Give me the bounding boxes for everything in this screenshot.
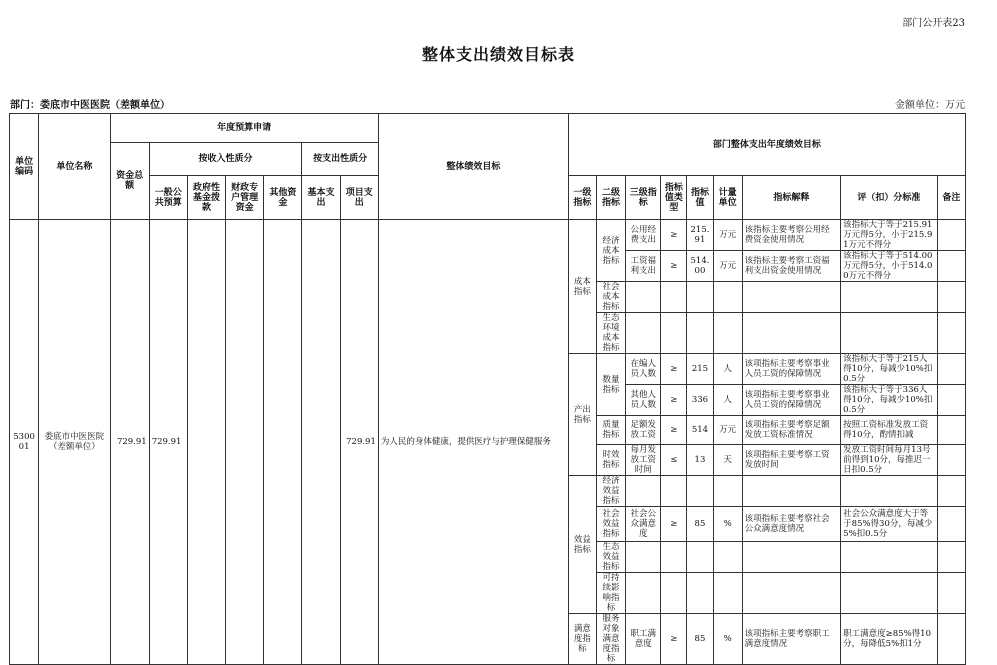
empty-cell — [841, 573, 937, 614]
empty-cell — [626, 313, 661, 354]
table-number: 部门公开表23 — [902, 18, 965, 29]
record-special — [226, 220, 264, 665]
performance-table — [9, 113, 966, 665]
record-goal: 为人民的身体健康，提供医疗与护理保健服务 — [378, 220, 568, 665]
header-other-fund: 其他资金 — [264, 176, 302, 220]
level2-economic-cost: 经济成本指标 — [596, 220, 625, 282]
empty-cell — [937, 313, 965, 354]
empty-cell — [742, 476, 840, 507]
indicator-name: 其他人员人数 — [626, 385, 661, 416]
level1-satisfaction: 满意度指标 — [568, 614, 596, 665]
level2-timeliness: 时效指标 — [596, 445, 625, 476]
indicator-explain: 该项指标主要考察事业人员工资的保障情况 — [742, 385, 840, 416]
empty-cell — [687, 542, 713, 573]
indicator-unit: 万元 — [713, 416, 742, 445]
empty-cell — [713, 573, 742, 614]
empty-cell — [661, 313, 687, 354]
indicator-value: 13 — [687, 445, 713, 476]
indicator-name: 公用经费支出 — [626, 220, 661, 251]
indicator-value: 85 — [687, 507, 713, 542]
header-by-expense: 按支出性质分 — [302, 143, 378, 176]
empty-cell — [937, 282, 965, 313]
level1-output: 产出指标 — [568, 354, 596, 476]
empty-cell — [841, 313, 937, 354]
header-level1: 一级指标 — [568, 176, 596, 220]
indicator-remark — [937, 251, 965, 282]
indicator-scoring: 发放工资时间每月13号前得到10分，每推迟一日扣0.5分 — [841, 445, 937, 476]
indicator-type: ≥ — [661, 220, 687, 251]
empty-cell — [687, 573, 713, 614]
header-project-expense: 项目支出 — [340, 176, 378, 220]
empty-cell — [661, 282, 687, 313]
level1-cost: 成本指标 — [568, 220, 596, 354]
empty-cell — [713, 313, 742, 354]
header-remark: 备注 — [937, 176, 965, 220]
indicator-explain: 该项指标主要考察工资发放时间 — [742, 445, 840, 476]
indicator-type: ≥ — [661, 614, 687, 665]
record-other — [264, 220, 302, 665]
header-dept-goal: 部门整体支出年度绩效目标 — [568, 114, 965, 176]
page-title: 整体支出绩效目标表 — [421, 45, 575, 64]
level2-economic-benefit: 经济效益指标 — [596, 476, 625, 507]
indicator-scoring: 该指标大于等于215人得10分，每减少10%扣0.5分 — [841, 354, 937, 385]
indicator-remark — [937, 354, 965, 385]
indicator-value: 215.91 — [687, 220, 713, 251]
amount-unit-label: 金额单位：万元 — [895, 100, 965, 111]
indicator-type: ≤ — [661, 445, 687, 476]
empty-cell — [742, 282, 840, 313]
level2-social-benefit: 社会效益指标 — [596, 507, 625, 542]
indicator-unit: % — [713, 507, 742, 542]
empty-cell — [841, 542, 937, 573]
empty-cell — [713, 476, 742, 507]
header-level2: 二级指标 — [596, 176, 625, 220]
empty-cell — [626, 476, 661, 507]
empty-cell — [937, 573, 965, 614]
level2-social-cost: 社会成本指标 — [596, 282, 625, 313]
indicator-value: 85 — [687, 614, 713, 665]
department-label: 部门：娄底市中医医院（差额单位） — [10, 100, 170, 111]
indicator-remark — [937, 220, 965, 251]
indicator-name: 社会公众满意度 — [626, 507, 661, 542]
indicator-explain: 该项指标主要考察职工满意度情况 — [742, 614, 840, 665]
header-value: 指标值 — [687, 176, 713, 220]
indicator-unit: 万元 — [713, 251, 742, 282]
empty-cell — [937, 476, 965, 507]
empty-cell — [687, 476, 713, 507]
empty-cell — [626, 573, 661, 614]
indicator-name: 足额发放工资 — [626, 416, 661, 445]
indicator-scoring: 社会公众满意度大于等于85%得30分，每减少5%扣0.5分 — [841, 507, 937, 542]
empty-cell — [742, 573, 840, 614]
indicator-explain: 该项指标主要考察社会公众满意度情况 — [742, 507, 840, 542]
level2-sustainable: 可持续影响指标 — [596, 573, 625, 614]
indicator-unit: 天 — [713, 445, 742, 476]
indicator-explain: 该指标主要考察工资福利支出资金使用情况 — [742, 251, 840, 282]
record-total: 729.91 — [110, 220, 149, 665]
indicator-scoring: 职工满意度≥85%得10分，每降低5%扣1分 — [841, 614, 937, 665]
empty-cell — [937, 542, 965, 573]
indicator-explain: 该指标主要考察公用经费资金使用情况 — [742, 220, 840, 251]
indicator-type: ≥ — [661, 385, 687, 416]
indicator-remark — [937, 385, 965, 416]
indicator-unit: 人 — [713, 354, 742, 385]
header-general-budget: 一般公共预算 — [149, 176, 187, 220]
indicator-unit: % — [713, 614, 742, 665]
empty-cell — [713, 542, 742, 573]
empty-cell — [687, 313, 713, 354]
header-scoring: 评（扣）分标准 — [841, 176, 937, 220]
level2-quantity: 数量指标 — [596, 354, 625, 416]
empty-cell — [661, 573, 687, 614]
indicator-scoring: 该指标大于等于514.00万元得5分，小于514.00万元不得分 — [841, 251, 937, 282]
indicator-value: 336 — [687, 385, 713, 416]
record-name: 娄底市中医医院（差额单位） — [39, 220, 110, 665]
indicator-remark — [937, 614, 965, 665]
header-level3: 三级指标 — [626, 176, 661, 220]
indicator-name: 职工满意度 — [626, 614, 661, 665]
indicator-remark — [937, 445, 965, 476]
level2-eco-cost: 生态环境成本指标 — [596, 313, 625, 354]
record-general: 729.91 — [149, 220, 187, 665]
level1-effect: 效益指标 — [568, 476, 596, 614]
header-by-income: 按收入性质分 — [149, 143, 302, 176]
record-code: 530001 — [10, 220, 39, 665]
empty-cell — [713, 282, 742, 313]
empty-cell — [742, 313, 840, 354]
header-overall-goal: 整体绩效目标 — [378, 114, 568, 220]
header-unit-code: 单位编码 — [10, 114, 39, 220]
header-measure-unit: 计量单位 — [713, 176, 742, 220]
indicator-value: 215 — [687, 354, 713, 385]
record-gov-fund — [187, 220, 225, 665]
level2-eco-benefit: 生态效益指标 — [596, 542, 625, 573]
level2-service-sat: 服务对象满意度指标 — [596, 614, 625, 665]
header-basic-expense: 基本支出 — [302, 176, 340, 220]
indicator-remark — [937, 416, 965, 445]
indicator-explain: 该项指标主要考察足额发放工资标准情况 — [742, 416, 840, 445]
level2-quality: 质量指标 — [596, 416, 625, 445]
indicator-name: 每月发放工资时间 — [626, 445, 661, 476]
indicator-name: 工资福利支出 — [626, 251, 661, 282]
indicator-type: ≥ — [661, 507, 687, 542]
empty-cell — [626, 282, 661, 313]
empty-cell — [841, 476, 937, 507]
empty-cell — [661, 476, 687, 507]
indicator-type: ≥ — [661, 354, 687, 385]
record-basic — [302, 220, 340, 665]
empty-cell — [626, 542, 661, 573]
empty-cell — [661, 542, 687, 573]
header-special-fund: 财政专户管理资金 — [226, 176, 264, 220]
indicator-type: ≥ — [661, 416, 687, 445]
indicator-unit: 人 — [713, 385, 742, 416]
header-gov-fund: 政府性基金拨款 — [187, 176, 225, 220]
indicator-remark — [937, 507, 965, 542]
indicator-scoring: 按照工资标准发放工资得10分，酌情扣减 — [841, 416, 937, 445]
header-unit-name: 单位名称 — [39, 114, 110, 220]
empty-cell — [687, 282, 713, 313]
indicator-unit: 万元 — [713, 220, 742, 251]
indicator-type: ≥ — [661, 251, 687, 282]
empty-cell — [742, 542, 840, 573]
record-project: 729.91 — [340, 220, 378, 665]
indicator-name: 在编人员人数 — [626, 354, 661, 385]
indicator-value: 514 — [687, 416, 713, 445]
header-total-funds: 资金总额 — [110, 143, 149, 220]
header-explain: 指标解释 — [742, 176, 840, 220]
indicator-scoring: 该指标大于等于336人得10分，每减少10%扣0.5分 — [841, 385, 937, 416]
indicator-explain: 该项指标主要考察事业人员工资的保障情况 — [742, 354, 840, 385]
indicator-value: 514.00 — [687, 251, 713, 282]
header-budget-group: 年度预算申请 — [110, 114, 378, 143]
empty-cell — [841, 282, 937, 313]
indicator-scoring: 该指标大于等于215.91万元得5分，小于215.91万元不得分 — [841, 220, 937, 251]
header-value-type: 指标值类型 — [661, 176, 687, 220]
